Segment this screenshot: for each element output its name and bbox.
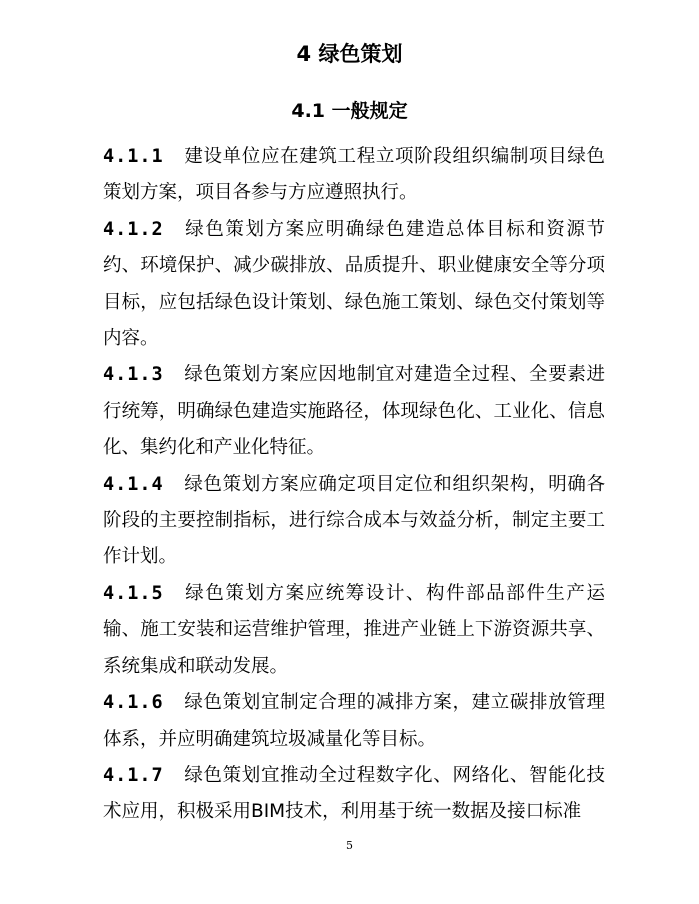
clause-number: 4.1.5: [103, 582, 164, 604]
clause-4-1-4: [103, 467, 605, 576]
page-number: 5: [346, 839, 353, 852]
chapter-title: 4 绿色策划: [296, 42, 403, 66]
clause-number: 4.1.7: [103, 764, 164, 786]
clause-text: 绿色策划方案应因地制宜对建造全过程、全要素进行统筹，明确绿色建造实施路径，体现绿色化、工业化、信息化、集约化和产业化特征。: [103, 364, 605, 459]
clause-text: 绿色策划宜推动全过程数字化、网络化、智能化技术应用，积极采用BIM技术，利用基于统一数据及接口标准: [103, 764, 605, 823]
clause-text: 绿色策划方案应统筹设计、构件部品部件生产运输、施工安装和运营维护管理，推进产业链上下游资源共享、系统集成和联动发展。: [103, 582, 605, 677]
clause-list: [103, 139, 605, 831]
clause-number: 4.1.6: [103, 692, 164, 714]
clause-4-1-2: [103, 212, 605, 358]
clause-4-1-5: [103, 576, 605, 685]
clause-number: 4.1.4: [103, 473, 164, 495]
clause-number: 4.1.1: [103, 146, 164, 167]
clause-4-1-7: [103, 758, 605, 831]
clause-text: 绿色策划方案应确定项目定位和组织架构，明确各阶段的主要控制指标，进行综合成本与效益分析，制定主要工作计划。: [103, 473, 605, 568]
clause-text: 绿色策划宜制定合理的减排方案，建立碳排放管理体系，并应明确建筑垃圾减量化等目标。: [103, 692, 605, 750]
clause-number: 4.1.3: [103, 364, 164, 386]
clause-4-1-1: [103, 139, 605, 212]
clause-text: 绿色策划方案应明确绿色建造总体目标和资源节约、环境保护、减少碳排放、品质提升、职业健康安全等分项目标，应包括绿色设计策划、绿色施工策划、绿色交付策划等内容。: [103, 218, 605, 350]
section-title: 4.1 一般规定: [291, 100, 408, 122]
clause-4-1-6: [103, 685, 605, 758]
clause-number: 4.1.2: [103, 218, 164, 240]
clause-text: 建设单位应在建筑工程立项阶段组织编制项目绿色策划方案，项目各参与方应遵照执行。: [103, 146, 605, 204]
clause-4-1-3: [103, 357, 605, 466]
